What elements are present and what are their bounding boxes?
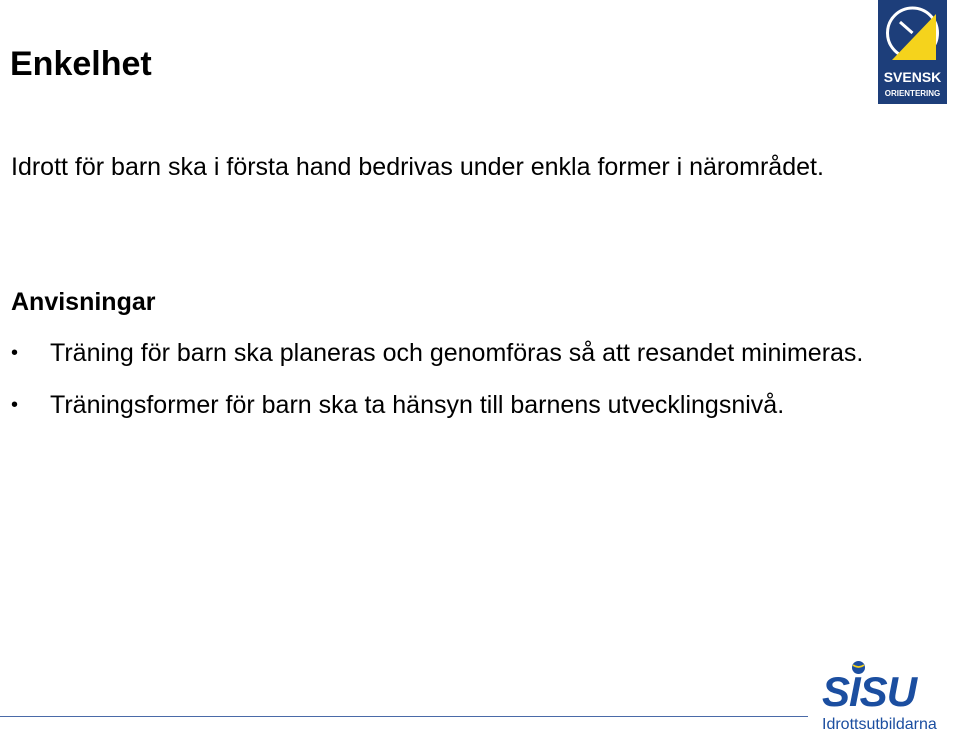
footer-divider: [0, 716, 808, 717]
sisu-wordmark: SISU: [822, 668, 917, 715]
bullet-icon: •: [11, 394, 19, 416]
logo-text-line1: SVENSK: [883, 69, 942, 85]
bullet-list: [11, 336, 931, 440]
list-item: [11, 336, 931, 371]
section-heading: Anvisningar: [11, 288, 156, 316]
bullet-text: Träningsformer för barn ska ta hänsyn till barnens utvecklingsnivå.: [50, 391, 785, 419]
bullet-text: Träning för barn ska planeras och genomföras så att resandet minimeras.: [50, 339, 864, 367]
intro-text: Idrott för barn ska i första hand bedrivas under enkla former i närområdet.: [11, 153, 824, 181]
logo-text-line2: ORIENTERING: [884, 89, 941, 98]
svensk-orientering-logo: [878, 0, 947, 104]
list-item: [11, 388, 931, 423]
slide-title: Enkelhet: [10, 45, 152, 83]
sisu-subtitle: Idrottsutbildarna: [822, 716, 937, 733]
bullet-icon: •: [11, 342, 19, 364]
sisu-logo: [818, 660, 960, 736]
